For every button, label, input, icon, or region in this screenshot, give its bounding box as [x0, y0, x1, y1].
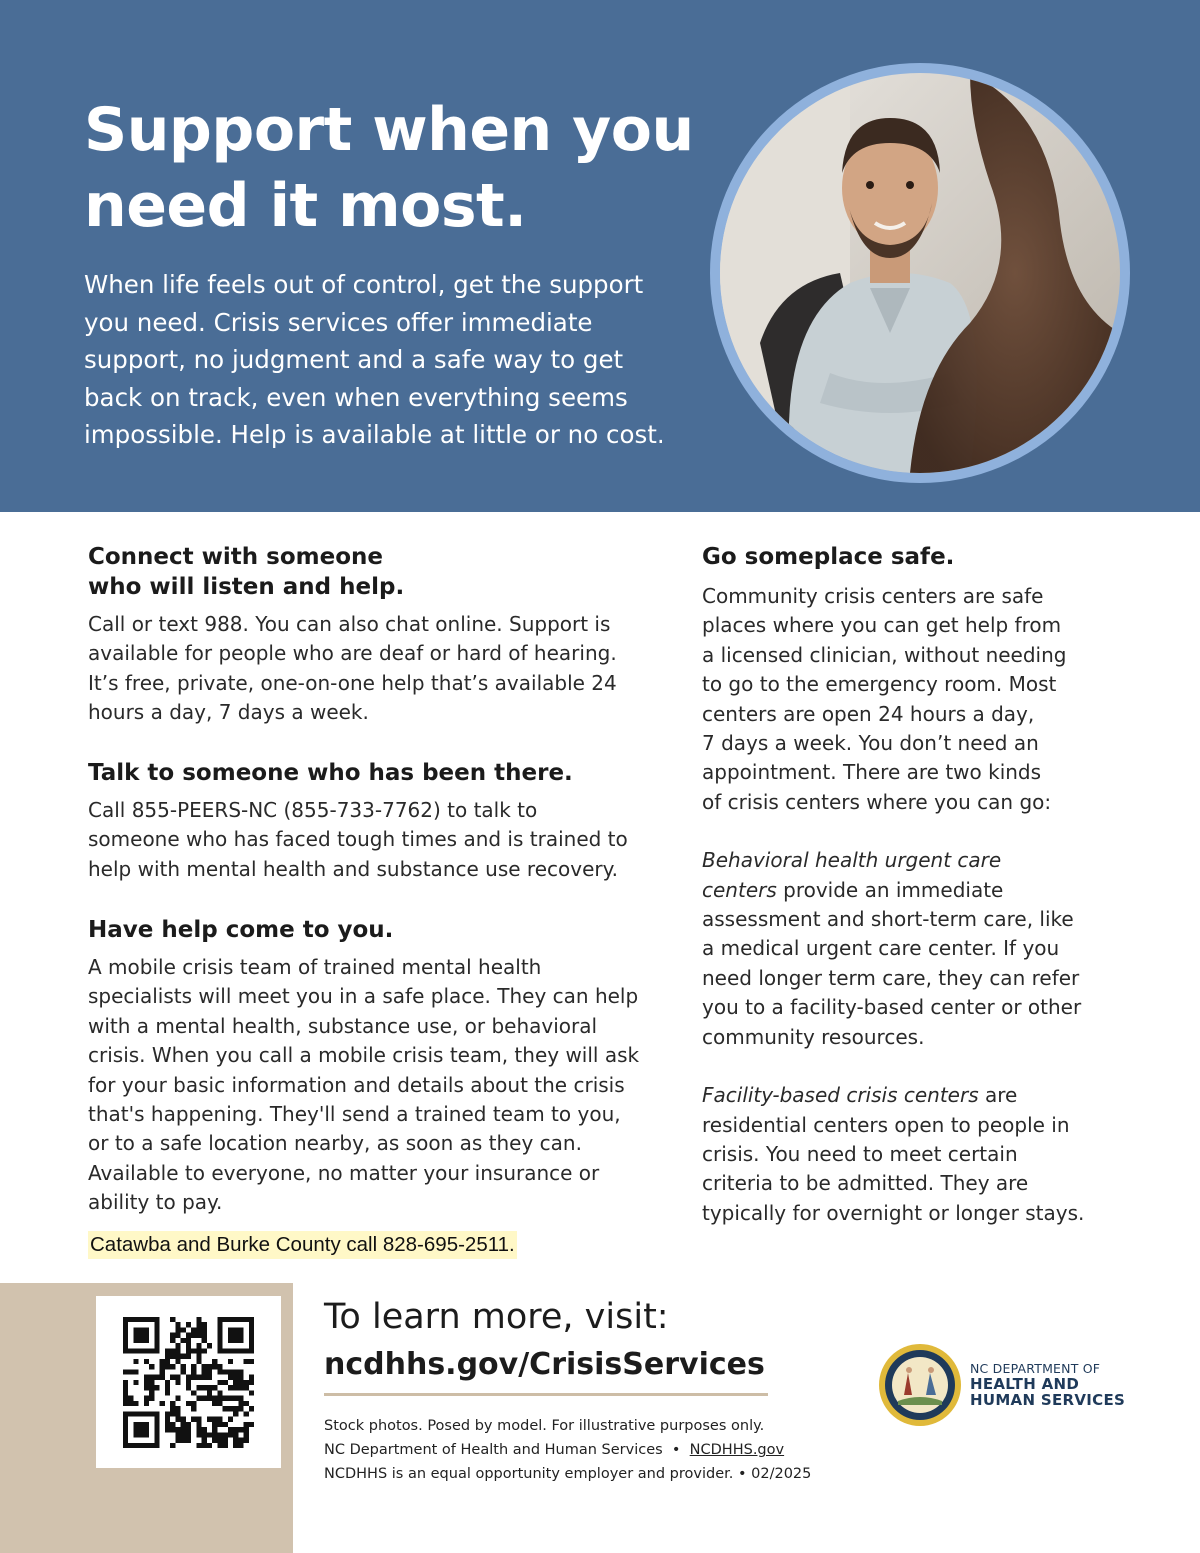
- body-line: specialists will meet you in a safe place. They can help: [88, 984, 639, 1009]
- hero-photo: [710, 63, 1130, 483]
- counseling-photo-illustration: [720, 73, 1120, 473]
- body-line: places where you can get help from: [702, 613, 1062, 638]
- hero-banner: [0, 0, 1200, 512]
- body-line: help with mental health and substance use recovery.: [88, 856, 618, 881]
- crisis-services-url[interactable]: ncdhhs.gov/CrisisServices: [324, 1347, 765, 1382]
- qr-code[interactable]: [96, 1296, 281, 1468]
- facility-paragraph: [702, 1081, 1112, 1228]
- body-line: centers are open 24 hours a day,: [702, 701, 1035, 726]
- body-line: someone who has faced tough times and is trained to: [88, 827, 628, 852]
- body-line: are: [978, 1083, 1018, 1108]
- department-line: [324, 1438, 884, 1462]
- body-line: Call 855-PEERS-NC (855-733-7762) to talk to: [88, 798, 538, 822]
- peers-body: [88, 796, 668, 884]
- body-line: appointment. There are two kinds: [702, 760, 1042, 785]
- right-column: [702, 542, 1112, 1228]
- hero-intro-line: impossible. Help is available at little or no cost.: [84, 420, 665, 449]
- facility-term: Facility-based crisis centers: [702, 1083, 979, 1108]
- body-line: Available to everyone, no matter your insurance or: [88, 1160, 600, 1185]
- hero-intro-line: you need. Crisis services offer immediate: [84, 307, 593, 337]
- body-line: 7 days a week. You don’t need an: [702, 731, 1039, 756]
- body-line: hours a day, 7 days a week.: [88, 700, 369, 725]
- peers-section: [88, 758, 668, 884]
- dept-line: HEALTH AND: [970, 1375, 1080, 1393]
- connect-heading: [88, 542, 668, 602]
- hero-intro-line: support, no judgment and a safe way to get: [84, 345, 624, 374]
- body-line: crisis. You need to meet certain: [702, 1141, 1018, 1166]
- body-line: A mobile crisis team of trained mental health: [88, 955, 542, 979]
- body-line: crisis. When you call a mobile crisis team, they will ask: [88, 1043, 640, 1068]
- body-line: available for people who are deaf or hard of hearing.: [88, 641, 617, 666]
- body-line: Community crisis centers are safe: [702, 584, 1044, 608]
- body-line: residential centers open to people in: [702, 1112, 1070, 1137]
- local-phone-highlight: Catawba and Burke County call 828-695-2511.: [88, 1231, 517, 1259]
- footer-fine-print: [324, 1414, 884, 1486]
- nc-state-seal-icon: [878, 1343, 962, 1427]
- learn-more-label: To learn more, visit:: [324, 1297, 669, 1337]
- body-line: you to a facility-based center or other: [702, 995, 1082, 1020]
- department-name: NC Department of Health and Human Services •: [324, 1442, 690, 1458]
- body-line: community resources.: [702, 1024, 925, 1049]
- qr-code-icon: [123, 1317, 254, 1448]
- body-line: or to a safe location nearby, as soon as they can.: [88, 1131, 582, 1156]
- body-line: need longer term care, they can refer: [702, 965, 1080, 990]
- dept-line: HUMAN SERVICES: [970, 1391, 1126, 1409]
- heading-line: Connect with someone: [88, 544, 384, 570]
- mobile-crisis-section: [88, 915, 668, 1218]
- body-line: criteria to be admitted. They are: [702, 1171, 1029, 1196]
- footer-divider: [324, 1393, 768, 1396]
- body-line: to go to the emergency room. Most: [702, 672, 1057, 697]
- body-line: assessment and short-term care, like: [702, 907, 1074, 932]
- body-line: It’s free, private, one-on-one help that’s available 24: [88, 670, 617, 695]
- hero-title-line: need it most.: [84, 171, 527, 241]
- safe-body: [702, 582, 1112, 817]
- connect-body: [88, 610, 668, 728]
- urgent-care-term: centers: [702, 877, 777, 902]
- connect-section: [88, 542, 668, 728]
- peers-heading: Talk to someone who has been there.: [88, 760, 573, 786]
- ncdhhs-wordmark: [970, 1361, 1125, 1408]
- hero-title: [84, 92, 724, 244]
- hero-title-line: Support when you: [84, 95, 694, 165]
- body-line: a medical urgent care center. If you: [702, 936, 1060, 961]
- body-line: that's happening. They'll send a trained team to you,: [88, 1102, 621, 1127]
- body-line: typically for overnight or longer stays.: [702, 1200, 1085, 1225]
- equal-opportunity-line: NCDHHS is an equal opportunity employer and provider. • 02/2025: [324, 1466, 812, 1482]
- body-line: ability to pay.: [88, 1190, 223, 1215]
- hero-intro: [84, 266, 694, 454]
- safe-heading: Go someplace safe.: [702, 544, 955, 570]
- mobile-crisis-heading: Have help come to you.: [88, 917, 394, 943]
- disclaimer-line: Stock photos. Posed by model. For illustrative purposes only.: [324, 1418, 765, 1434]
- mobile-crisis-body: [88, 953, 668, 1218]
- urgent-care-paragraph: [702, 846, 1112, 1052]
- body-line: provide an immediate: [776, 877, 1004, 902]
- hero-intro-line: When life feels out of control, get the support: [84, 270, 644, 299]
- heading-line: who will listen and help.: [88, 574, 405, 600]
- body-line: Call or text 988. You can also chat online. Support is: [88, 612, 611, 636]
- ncdhhs-link[interactable]: NCDHHS.gov: [689, 1442, 785, 1458]
- dept-line: NC DEPARTMENT OF: [970, 1361, 1101, 1376]
- urgent-care-term: Behavioral health urgent care: [702, 848, 1002, 873]
- body-line: a licensed clinician, without needing: [702, 642, 1067, 667]
- hero-intro-line: back on track, even when everything seems: [84, 382, 628, 412]
- body-line: of crisis centers where you can go:: [702, 789, 1052, 814]
- body-line: for your basic information and details about the crisis: [88, 1072, 625, 1097]
- body-line: with a mental health, substance use, or behavioral: [88, 1013, 598, 1038]
